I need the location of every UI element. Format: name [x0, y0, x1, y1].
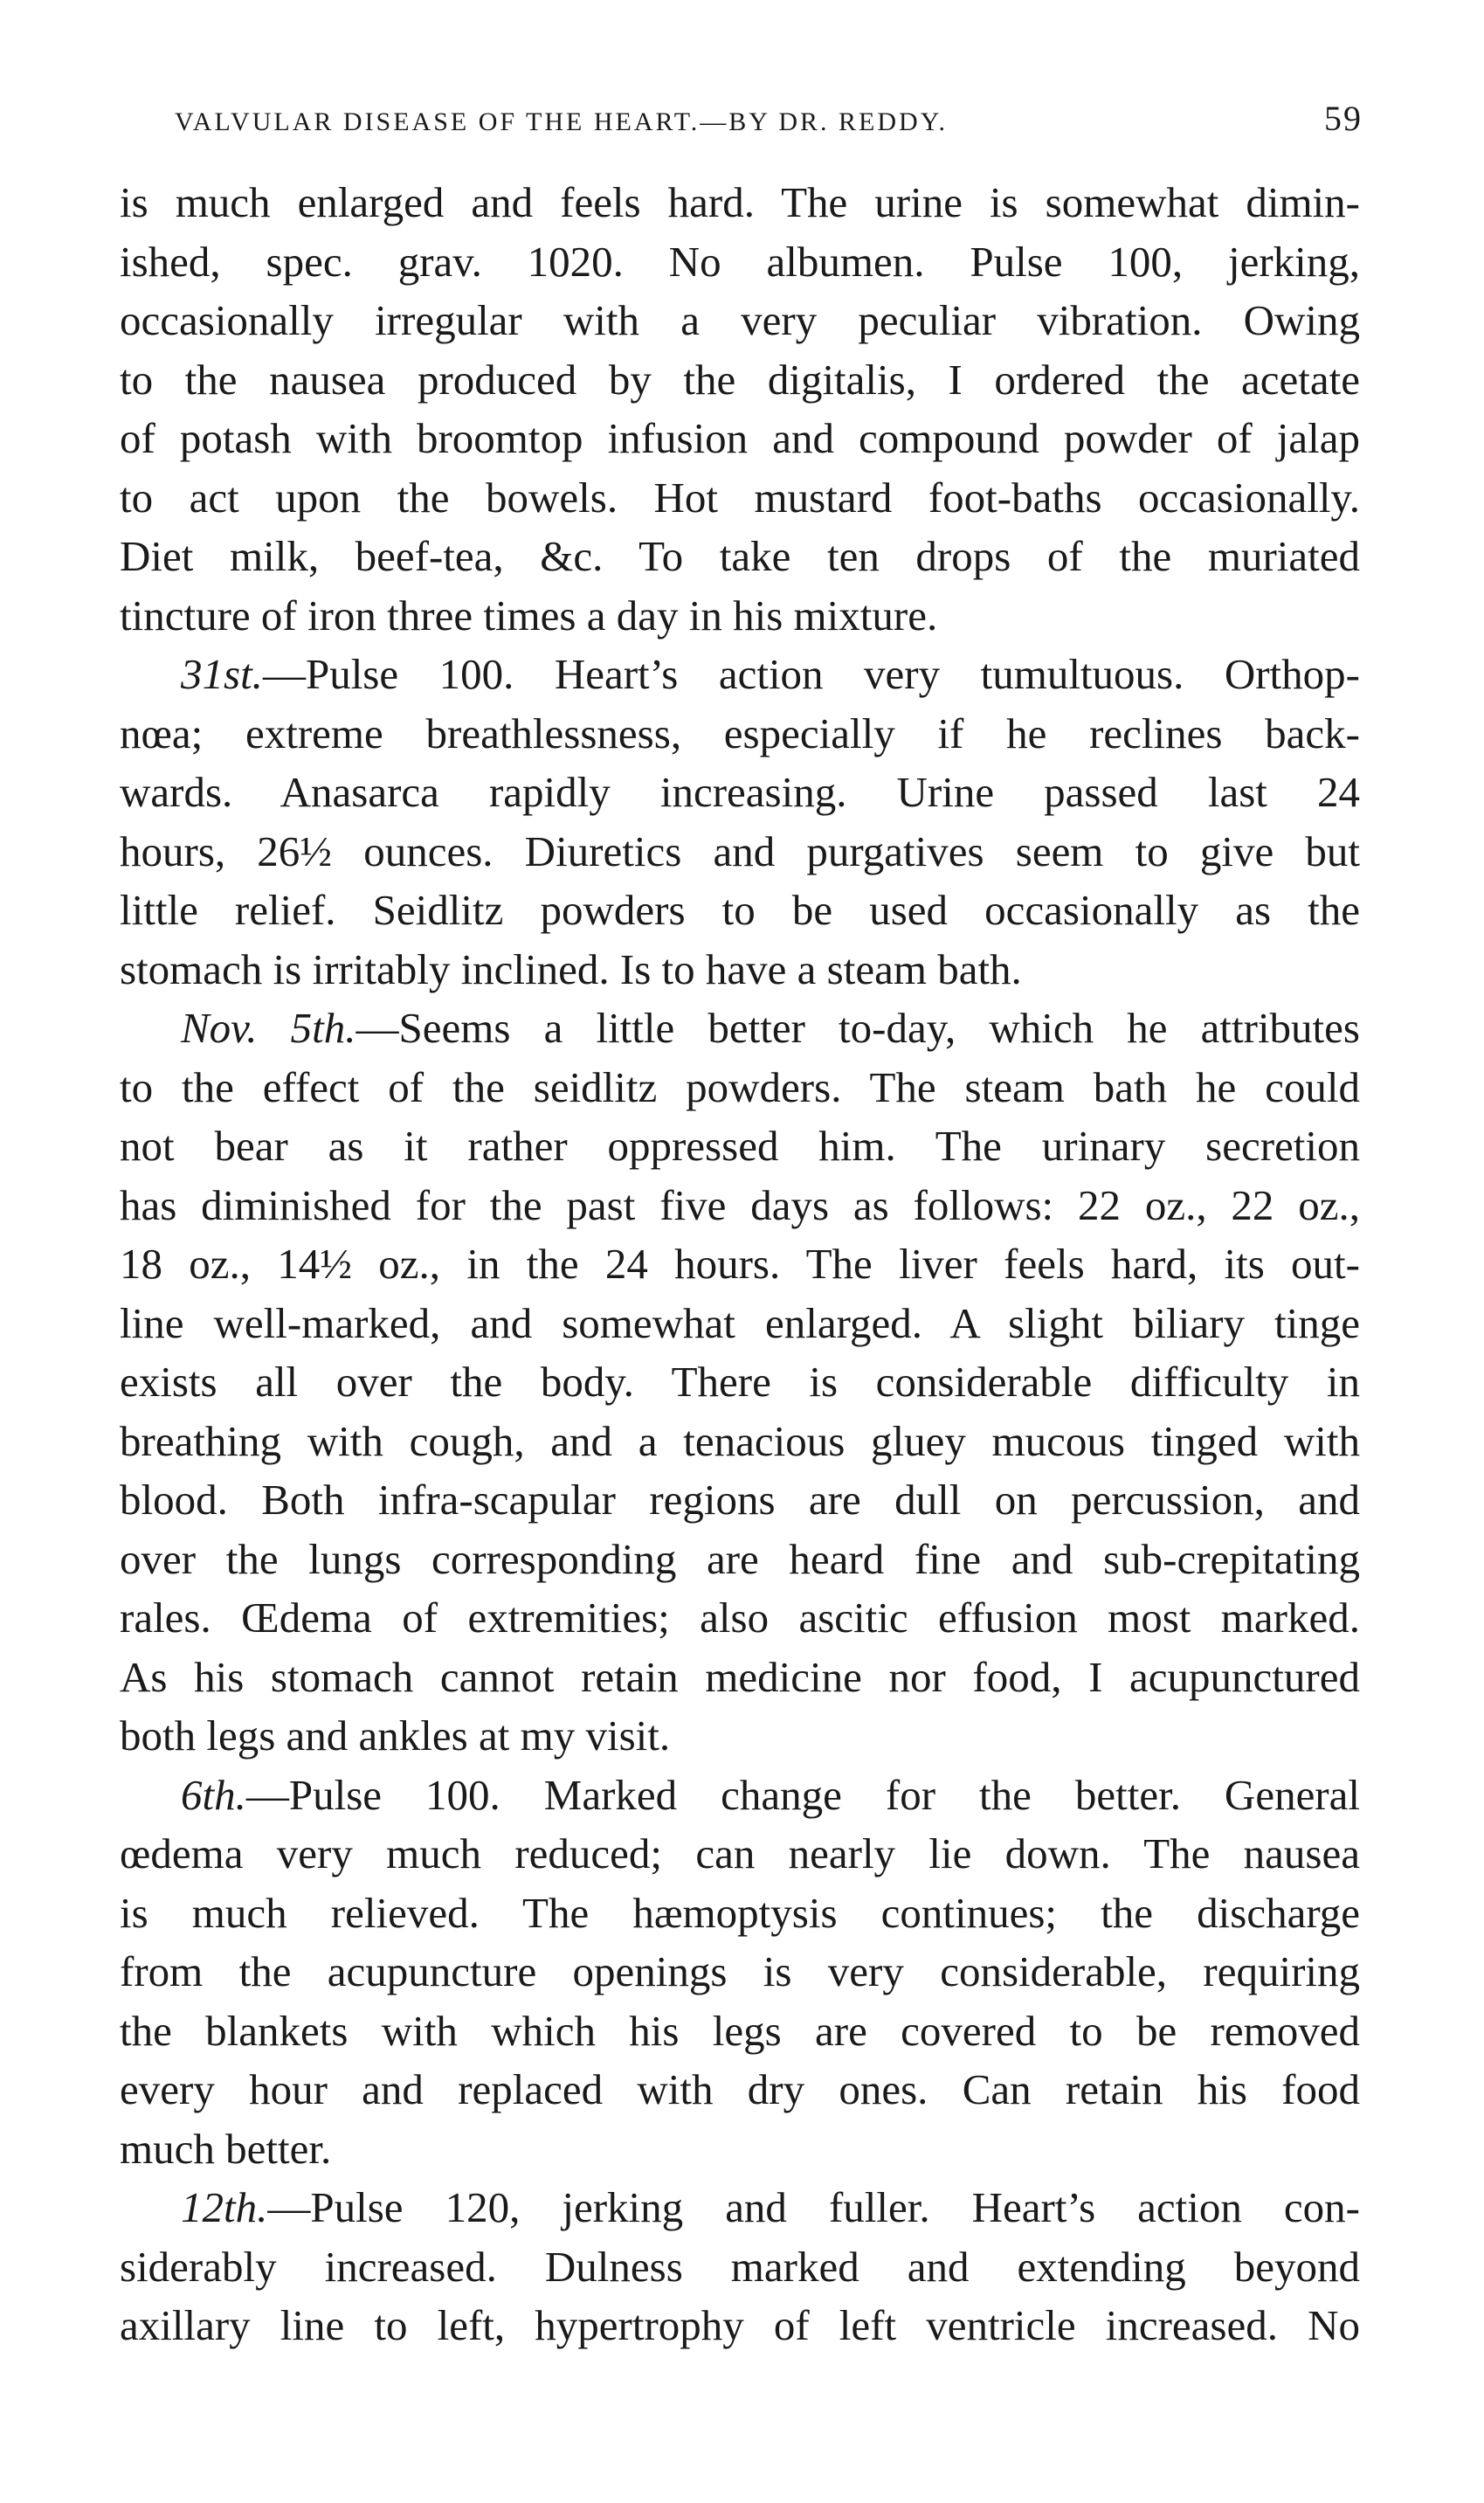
- text-line: over the lungs corresponding are heard fine and sub-crepitating: [120, 1534, 1360, 1583]
- entry-text: —Pulse 100. Heart’s action very tumultuous. Orthop-: [262, 650, 1360, 698]
- text-line: œdema very much reduced; can nearly lie down. The nausea: [120, 1829, 1360, 1877]
- text-line: stomach is irritably inclined. Is to have a steam bath.: [120, 944, 1022, 993]
- text-line: to the nausea produced by the digitalis, I ordered the acetate: [120, 355, 1360, 404]
- body-text: [120, 173, 1360, 2392]
- text-line: occasionally irregular with a very peculiar vibration. Owing: [120, 296, 1360, 344]
- text-line: blood. Both infra-scapular regions are dull on percussion, and: [120, 1476, 1360, 1524]
- text-line: axillary line to left, hypertrophy of left ventricle increased. No: [120, 2301, 1360, 2349]
- text-line: hours, 26½ ounces. Diuretics and purgatives seem to give but: [120, 826, 1360, 875]
- paragraph-start-line: [120, 1766, 1360, 1825]
- text-line: rales. Œdema of extremities; also ascitic effusion most marked.: [120, 1594, 1360, 1642]
- text-line: As his stomach cannot retain medicine nor food, I acupunctured: [120, 1652, 1360, 1701]
- entry-date: 6th.: [181, 1770, 246, 1819]
- text-line: to act upon the bowels. Hot mustard foot-baths occasionally.: [120, 473, 1360, 522]
- running-title: VALVULAR DISEASE OF THE HEART.—BY DR. REDDY.: [175, 107, 948, 136]
- text-line: is much relieved. The hæmoptysis continues; the discharge: [120, 1888, 1360, 1937]
- entry-date: 31st.: [181, 650, 263, 698]
- text-line: from the acupuncture openings is very considerable, requiring: [120, 1947, 1360, 1995]
- text-line: ished, spec. grav. 1020. No albumen. Pulse 100, jerking,: [120, 237, 1360, 286]
- text-line: line well-marked, and somewhat enlarged. A slight biliary tinge: [120, 1298, 1360, 1347]
- entry-date: 12th.: [181, 2183, 268, 2231]
- text-line: not bear as it rather oppressed him. The urinary secretion: [120, 1122, 1360, 1170]
- paragraph-start-line: [120, 2178, 1360, 2237]
- text-line: wards. Anasarca rapidly increasing. Urine passed last 24: [120, 768, 1360, 816]
- text-line: breathing with cough, and a tenacious gluey mucous tinged with: [120, 1416, 1360, 1465]
- text-line: both legs and ankles at my visit.: [120, 1711, 671, 1760]
- running-head: [175, 98, 1363, 150]
- entry-text: —Seems a little better to-day, which he attributes: [355, 1004, 1360, 1052]
- text-line: Diet milk, beef-tea, &c. To take ten drops of the muriated: [120, 532, 1360, 580]
- text-line: 18 oz., 14½ oz., in the 24 hours. The liver feels hard, its out-: [120, 1240, 1360, 1288]
- text-line: exists all over the body. There is considerable difficulty in: [120, 1358, 1360, 1406]
- entry-date: Nov. 5th.: [181, 1004, 356, 1052]
- text-line: of potash with broomtop infusion and compound powder of jalap: [120, 414, 1360, 462]
- text-line: the blankets with which his legs are covered to be removed: [120, 2006, 1360, 2055]
- entry-text: —Pulse 120, jerking and fuller. Heart’s action con-: [267, 2183, 1360, 2231]
- text-line: has diminished for the past five days as follows: 22 oz., 22 oz.,: [120, 1180, 1360, 1229]
- text-line: much better.: [120, 2124, 332, 2173]
- text-line: siderably increased. Dulness marked and extending beyond: [120, 2242, 1360, 2291]
- page-number: 59: [1324, 99, 1363, 138]
- text-line: to the effect of the seidlitz powders. The steam bath he could: [120, 1062, 1360, 1111]
- text-line: every hour and replaced with dry ones. Can retain his food: [120, 2065, 1360, 2113]
- text-line: is much enlarged and feels hard. The urine is somewhat dimin-: [120, 178, 1360, 226]
- entry-text: —Pulse 100. Marked change for the better. General: [245, 1770, 1360, 1819]
- text-line: little relief. Seidlitz powders to be used occasionally as the: [120, 886, 1360, 934]
- paragraph-start-line: [120, 999, 1360, 1058]
- text-line: tincture of iron three times a day in his mixture.: [120, 591, 938, 640]
- text-line: nœa; extreme breathlessness, especially if he reclines back-: [120, 709, 1360, 757]
- paragraph-start-line: [120, 645, 1360, 704]
